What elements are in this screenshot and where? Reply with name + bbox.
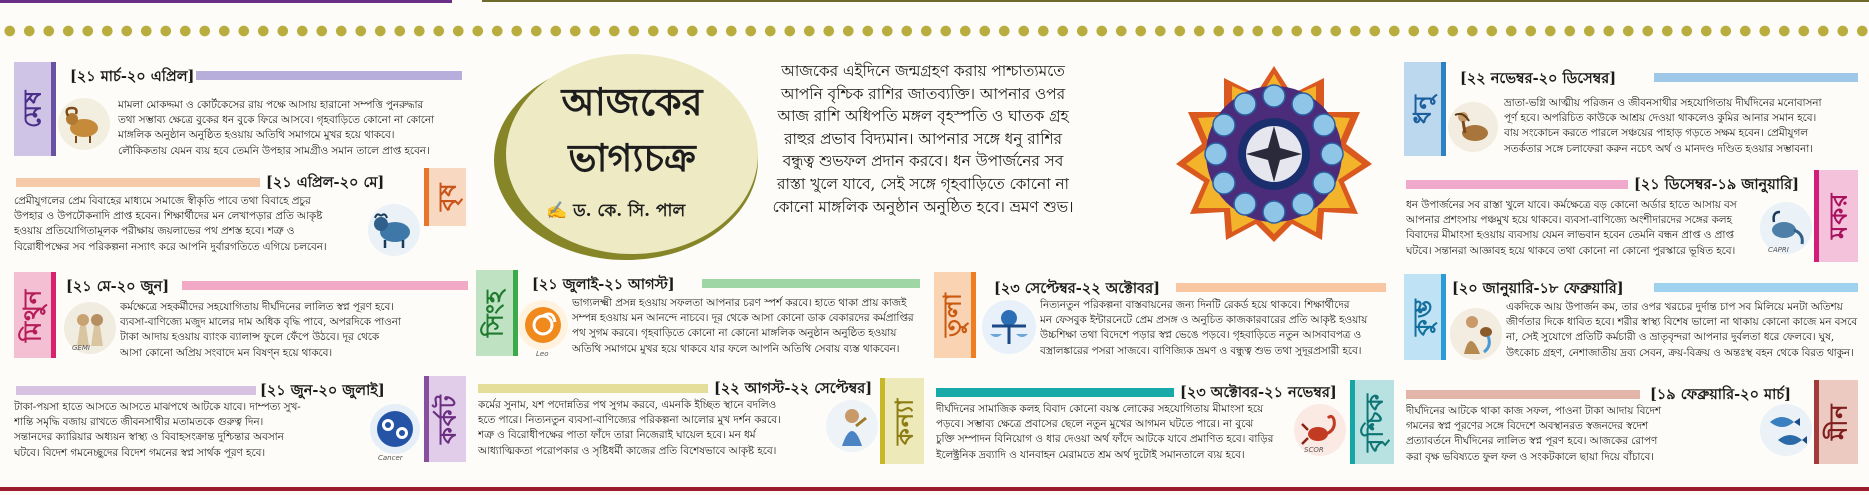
horoscope-text [14,194,366,255]
color-bar [1176,283,1386,292]
horoscope-text [118,98,470,159]
color-bar [196,71,462,80]
horoscope-text [120,300,472,361]
date-range: [২৩ সেপ্টেম্বর-২২ অক্টোবর] [994,280,1160,297]
sign-tab-dhanu [1404,62,1446,156]
text-line: পড়বে। সম্ভাব্য ক্ষেত্রে প্রবাসের ছেলে নতুন মুখের আগমন ঘটতে পারে। না বুঝে [936,418,1254,431]
sign-tab-kanya [880,378,924,464]
text-line: করা বৃক্ষ ভবিষ্যতে ফুল ফল ও সংকটকালে ছায়া দিয়ে বাঁচাবে। [1406,450,1654,463]
text-line: শান্তি সমৃদ্ধি বজায় রাখতে জীবনসাথীর মতামতকে গুরুত্ব দিন। [14,416,264,429]
color-bar [16,178,260,187]
text-line: উৎকোচ গ্রহণ, নেশাজাতীয় দ্রব্য সেবন, ক্রয়-বিক্রয় ও অন্তঃস্থ বহন থেকে বিরত থাকুন। [1506,346,1854,359]
color-bar [1654,283,1858,292]
horoscope-text [936,402,1294,463]
sign-tab-singha [476,270,518,356]
author-byline: ✍ ড. কে. সি. পাল [546,201,686,221]
text-line: ভ্রাতা-ভগ্নি আত্মীয় পরিজন ও জীবনসাথীর সহযোগিতায় দীর্ঘদিনের মনোবাসনা [1504,97,1822,109]
libra-icon [982,300,1036,354]
horoscope-text [1504,96,1860,157]
text-line: উচ্চশিক্ষা তথা বিদেশে পড়ার স্বপ্ন ভেঙে পড়বে। গৃহবাড়িতে নতুন আসবাবপত্র ও [1040,329,1362,342]
text-line: টাকা আদায় হওয়ায় ব্যাংক ব্যালান্স ফুলে ফেঁপে উঠবে। দূর থেকে [120,331,380,344]
text-line: মন ফেসবুক ইন্টারনেটে প্রেম প্রসঙ্গ ও অনুচিত কাজকারবারের প্রতি আকৃষ্ট হওয়ায় [1040,314,1368,327]
sign-tab-brisha [424,168,466,226]
text-line: টাকা-পয়সা হাতে আসতে আসতে মাঝপথে আটকে যাবে। দাম্পত্য সুখ- [14,401,301,413]
intro-paragraph: আজকের এইদিনে জন্মগ্রহণ করায় পাশ্চাত্যমতে আপনি বৃশ্চিক রাশির জাতব্যক্তি। আপনার ওপর আজ রাশি অধিপতি মঙ্গল বৃহস্পতি ও ঘাতক গ্রহ রাহুর প্রভাব বিদ্যমান। আপনার সঙ্গে ধনু রাশির বন্ধুত্ব শুভফল প্রদান করবে। ধন উপার্জনের সব রাস্তা খুলে যাবে, সেই সঙ্গে গৃহবাড়িতে কোনো না কোনো মাঙ্গলিক অনুষ্ঠান অনুষ্ঠিত হবে। ভ্রমণ শুভ। [772,62,1074,216]
text-line: চুক্তি সম্পাদন বিনিয়োগ ও ধার দেওয়া অর্থ ফাঁদে আটকে যাবে প্রমাণিত হবে। বাড়ির [936,433,1274,446]
gemini-label: GEMI [72,344,90,352]
text-line: আসা কোনো অপ্রিয় সংবাদে মন বিষণ্ন হয়ে থাকবে। [120,346,333,359]
color-bar [478,384,708,393]
text-line: বিরোধীপক্ষের সব পরিকল্পনা নস্যাৎ করে আপনি দুর্বারগতিতে এগিয়ে চলবেন। [14,240,327,253]
text-line: হতে পারে। নিত্যনতুন ব্যবসা-বাণিজ্যের পরিকল্পনা আলোর মুখ দর্শন করবে। [478,414,781,427]
text-line: প্রেমীযুগলের প্রেম বিবাহের মাধ্যমে সমাজে স্বীকৃতি পাবে তথা বিবাহে প্রচুর [14,195,311,207]
leo-label: Leo [536,350,549,358]
text-line: সতর্কতার সঙ্গে চলাফেরা করুন নচেৎ অর্থ ও মানদণ্ড দণ্ডিত হওয়ার সম্ভাবনা। [1504,142,1813,155]
sign-name: বৃশ্চিক [1359,392,1389,452]
text-line: দীর্ঘদিনের আটকে থাকা কাজ সফল, পাওনা টাকা আদায় বিদেশ [1406,405,1661,417]
date-range: [২০ জানুয়ারি-১৮ ফেব্রুয়ারি] [1452,280,1624,297]
text-line: কর্মের সুনাম, যশ পদোন্নতির পথ সুগম করবে, এমনকি ইচ্ছিত স্থানে বদলিও [478,399,777,411]
sign-tab-brischik [1350,380,1394,464]
text-line: সম্পন্ন হওয়ায় মন আনন্দে নাচবে। দূর থেকে আসা কোনো ডাক বেকারদের কর্মপ্রাপ্তির [572,312,914,325]
date-range: [২২ নভেম্বর-২০ ডিসেম্বর] [1460,70,1617,87]
page-title [506,74,758,186]
text-line: শত্রু ও বিরোধীপক্ষের পাতা ফাঁদে তারা নিজেরাই ঘায়েল হবে। মন ধর্ম [478,429,756,442]
date-range: [২১ এপ্রিল-২০ মে] [266,174,385,191]
scorpio-label: SCOR [1304,446,1324,454]
sign-name: ধনু [1407,94,1437,124]
text-line: ব্যবসা-বাণিজ্যে মজুদ মালের দাম অধিক বৃদ্ধি পাবে, অপরদিকে পাওনা [120,316,401,329]
sign-tab-makar [1814,170,1858,262]
color-bar [936,388,1174,397]
top-rule [0,0,1869,8]
horoscope-text [1406,198,1758,259]
text-line: প্রত্যাবর্তনে দীর্ঘদিনের লালিত স্বপ্ন পূরণ হবে। আজকের রোপণ [1406,435,1658,448]
date-range: [২১ জুন-২০ জুলাই] [260,382,385,399]
text-line: আপনার প্রশংসায় পঞ্চমুখ হয়ে থাকবে। ব্যবসা-বাণিজ্যে অংশীদারদের সঙ্গের কলহ [1406,214,1732,227]
sign-tab-karkat [424,376,466,462]
leo-icon [518,300,568,350]
date-range: [১৯ ফেব্রুয়ারি-২০ মার্চ] [1650,386,1791,403]
sign-name: মকর [1823,192,1853,240]
date-range: [২৩ অক্টোবর-২১ নভেম্বর] [1180,384,1337,401]
title-line-1: আজকের [561,79,703,124]
text-line: পথ সুগম করবে। গৃহবাড়িতে কোনো না কোনো মাঙ্গলিক অনুষ্ঠান অনুষ্ঠিত হওয়ায় [572,327,897,340]
date-range: [২১ জুলাই-২১ আগস্ট] [532,276,675,293]
sign-name: তুলা [937,292,967,338]
capricorn-label: CAPRI [1768,246,1789,254]
color-bar [1406,390,1640,399]
color-bar [1406,180,1628,189]
sign-name: মীন [1823,403,1853,441]
sign-tab-mithun [14,272,56,358]
color-bar [16,386,256,395]
sign-name: সিংহ [479,289,509,337]
text-line: মামলা মোকদ্দমা ও কোর্টকেসের রায় পক্ষে আসায় হারানো সম্পত্তি পুনরুদ্ধার [118,99,424,111]
bottom-rule [0,487,1869,491]
cancer-label: Cancer [378,454,403,462]
text-line: দীর্ঘদিনের সামাজিক কলহ বিবাদ কোনো বয়স্ক লোকের সহযোগিতায় মীমাংসা হয়ে [936,403,1264,415]
date-range: [২২ আগস্ট-২২ সেপ্টেম্বর] [714,380,873,397]
date-range: [২১ ডিসেম্বর-১৯ জানুয়ারি] [1634,176,1799,193]
sign-name: কর্কট [432,394,462,444]
horoscope-text [572,296,936,357]
text-line: সন্তানদের ক্যারিয়ার অধ্যয়ন স্বাস্থ্য ও বিবাহসংক্রান্ত দুশ্চিন্তার অবসান [14,431,284,444]
horoscope-text [1506,300,1860,361]
virgo-icon [826,400,878,452]
text-line: গমনের স্বপ্ন পূরণের সঙ্গে বিদেশে অবস্থানরত স্বজনদের স্বদেশ [1406,420,1648,433]
text-line: নিত্যনতুন পরিকল্পনা বাস্তবায়নের জন্য দিনটি রেকর্ড হয়ে থাকবে। শিক্ষার্থীদের [1040,299,1350,311]
text-line: বায় সংকোচন করতে পারলে সঞ্চয়ের পাহাড় গড়তে সক্ষম হবেন। প্রেমীযুগল [1504,127,1808,140]
sign-name: কন্যা [889,397,919,445]
zodiac-wheel-icon [1174,64,1374,242]
text-line: ভাগ্যলক্ষ্মী প্রসন্ন হওয়ায় সফলতা আপনার চরণ স্পর্শ করবে। হাতে থাকা প্রায় কাজই [572,297,907,309]
text-line: একদিকে আয় উপার্জন কম, তার ওপর খরচের দুর্দান্ত চাপ সব মিলিয়ে মনটা অতিশয় [1506,301,1843,313]
sign-tab-meen [1814,380,1858,464]
color-bar [182,281,468,290]
taurus-icon [368,204,420,256]
dotted-divider [0,24,1869,38]
cancer-icon [370,404,420,454]
aries-icon [58,98,110,150]
text-line: অতিথি সমাগমে মুখর হয়ে থাকবে যার ফলে আপনি অতিথি সেবায় ব্যস্ত থাকবেন। [572,342,900,355]
horoscope-text [14,400,366,461]
text-line: মাঙ্গলিক অনুষ্ঠান অনুষ্ঠিত হওয়ায় অতিথি সমাগমে মুখর হয়ে থাকবে। [118,129,395,142]
text-line: বস্ত্রালঙ্কারের পসরা সাজবে। বাণিজ্যিক ভ্রমণ ও বন্ধুত্ব শুভ তথা সুদূরপ্রসারী হবে। [1040,344,1362,357]
text-line: জীর্ণতার দিকে ধাবিত হবে। শরীর স্বাস্থ্য বিশেষ ভালো না থাকায় কোনো কাজে মন বসবে [1506,316,1858,329]
sign-tab-tula [934,272,976,358]
text-line: তথা সম্ভাব্য ক্ষেত্রে বুকের ধন বুকে ফিরে আসবে। গৃহবাড়িতে কোনো না কোনো [118,114,435,127]
text-line: কর্মক্ষেত্রে সহকর্মীদের সহযোগিতায় দীর্ঘদিনের লালিত স্বপ্ন পূরণ হবে। [120,301,394,313]
text-line: আধ্যাত্মিকতা পরোপকার ও সৃষ্টিধর্মী কাজের প্রতি বিশেষভাবে আকৃষ্ট হবে। [478,444,777,457]
sign-tab-mesh [14,62,56,156]
pisces-icon [1760,404,1812,456]
sign-name: মেষ [17,89,47,129]
sagittarius-icon [1448,102,1498,152]
horoscope-text [1406,404,1758,465]
sign-tab-kumbha [1404,274,1446,360]
sign-name: বৃষ [432,182,462,212]
text-line: ইলেক্ট্রনিক দ্রব্যাদি ও যানবাহন মেরামতে শ্রম অর্থ দুটোই সমানতালে ব্যয় হবে। [936,448,1245,461]
date-range: [২১ মে-২০ জুন] [66,278,170,295]
text-line: না, সেই সুযোগে প্রতিটি কর্মচারী ও ভ্রাতৃবৃন্দরা আপনার দুর্বলতা ধরে ফেলবে। ঘুষ, [1506,331,1835,344]
text-line: উপহার ও উপঢৌকনাদি প্রাপ্ত হবেন। শিক্ষার্থীদের মন লেখাপড়ার প্রতি আকৃষ্ট [14,210,323,223]
horoscope-text [1040,298,1396,359]
color-bar [702,279,920,288]
sign-name: মিথুন [17,288,47,342]
horoscope-text [478,398,826,459]
text-line: ঘটবে। সন্তানরা আজ্ঞাবহ হয়ে থাকবে তথা কোনো না কোনো পুরস্কারে ভূষিত হবে। [1406,244,1736,257]
text-line: ধন উপার্জনের সব রাস্তা খুলে যাবে। কর্মক্ষেত্রে বড় কোনো অর্ডার হাতে আসায় বস [1406,199,1737,211]
sign-name: কুম্ভ [1407,298,1437,336]
text-line: হওয়ায় প্রতিযোগিতামূলক পরীক্ষায় জয়লাভের পথ প্রশস্ত হবে। শত্রু ও [14,225,295,238]
text-line: পূর্ণ হবে। অপরিচিত কাউকে আশ্রয় দেওয়া থাকলেও কুমির আনার সমান হবে। [1504,112,1817,125]
text-line: বিবাদের মীমাংসা হওয়ায় ব্যবসায় যেমন লাভবান হবেন তেমনি বন্ধন প্রাপ্ত ও প্রাপ্ত [1406,229,1734,242]
title-line-2: ভাগ্যচক্র [568,135,696,180]
aquarius-icon [1450,308,1502,360]
text-line: লৌকিকতায় যেমন ব্যয় হবে তেমনি উপহার সামগ্রীও সমান তালে প্রাপ্ত হবেন। [118,144,430,157]
date-range: [২১ মার্চ-২০ এপ্রিল] [70,68,195,85]
color-bar [1654,73,1858,82]
text-line: ঘটবে। বিদেশ গমনেচ্ছুদের বিদেশ গমনের স্বপ্ন সার্থক পূরণ হবে। [14,446,266,459]
